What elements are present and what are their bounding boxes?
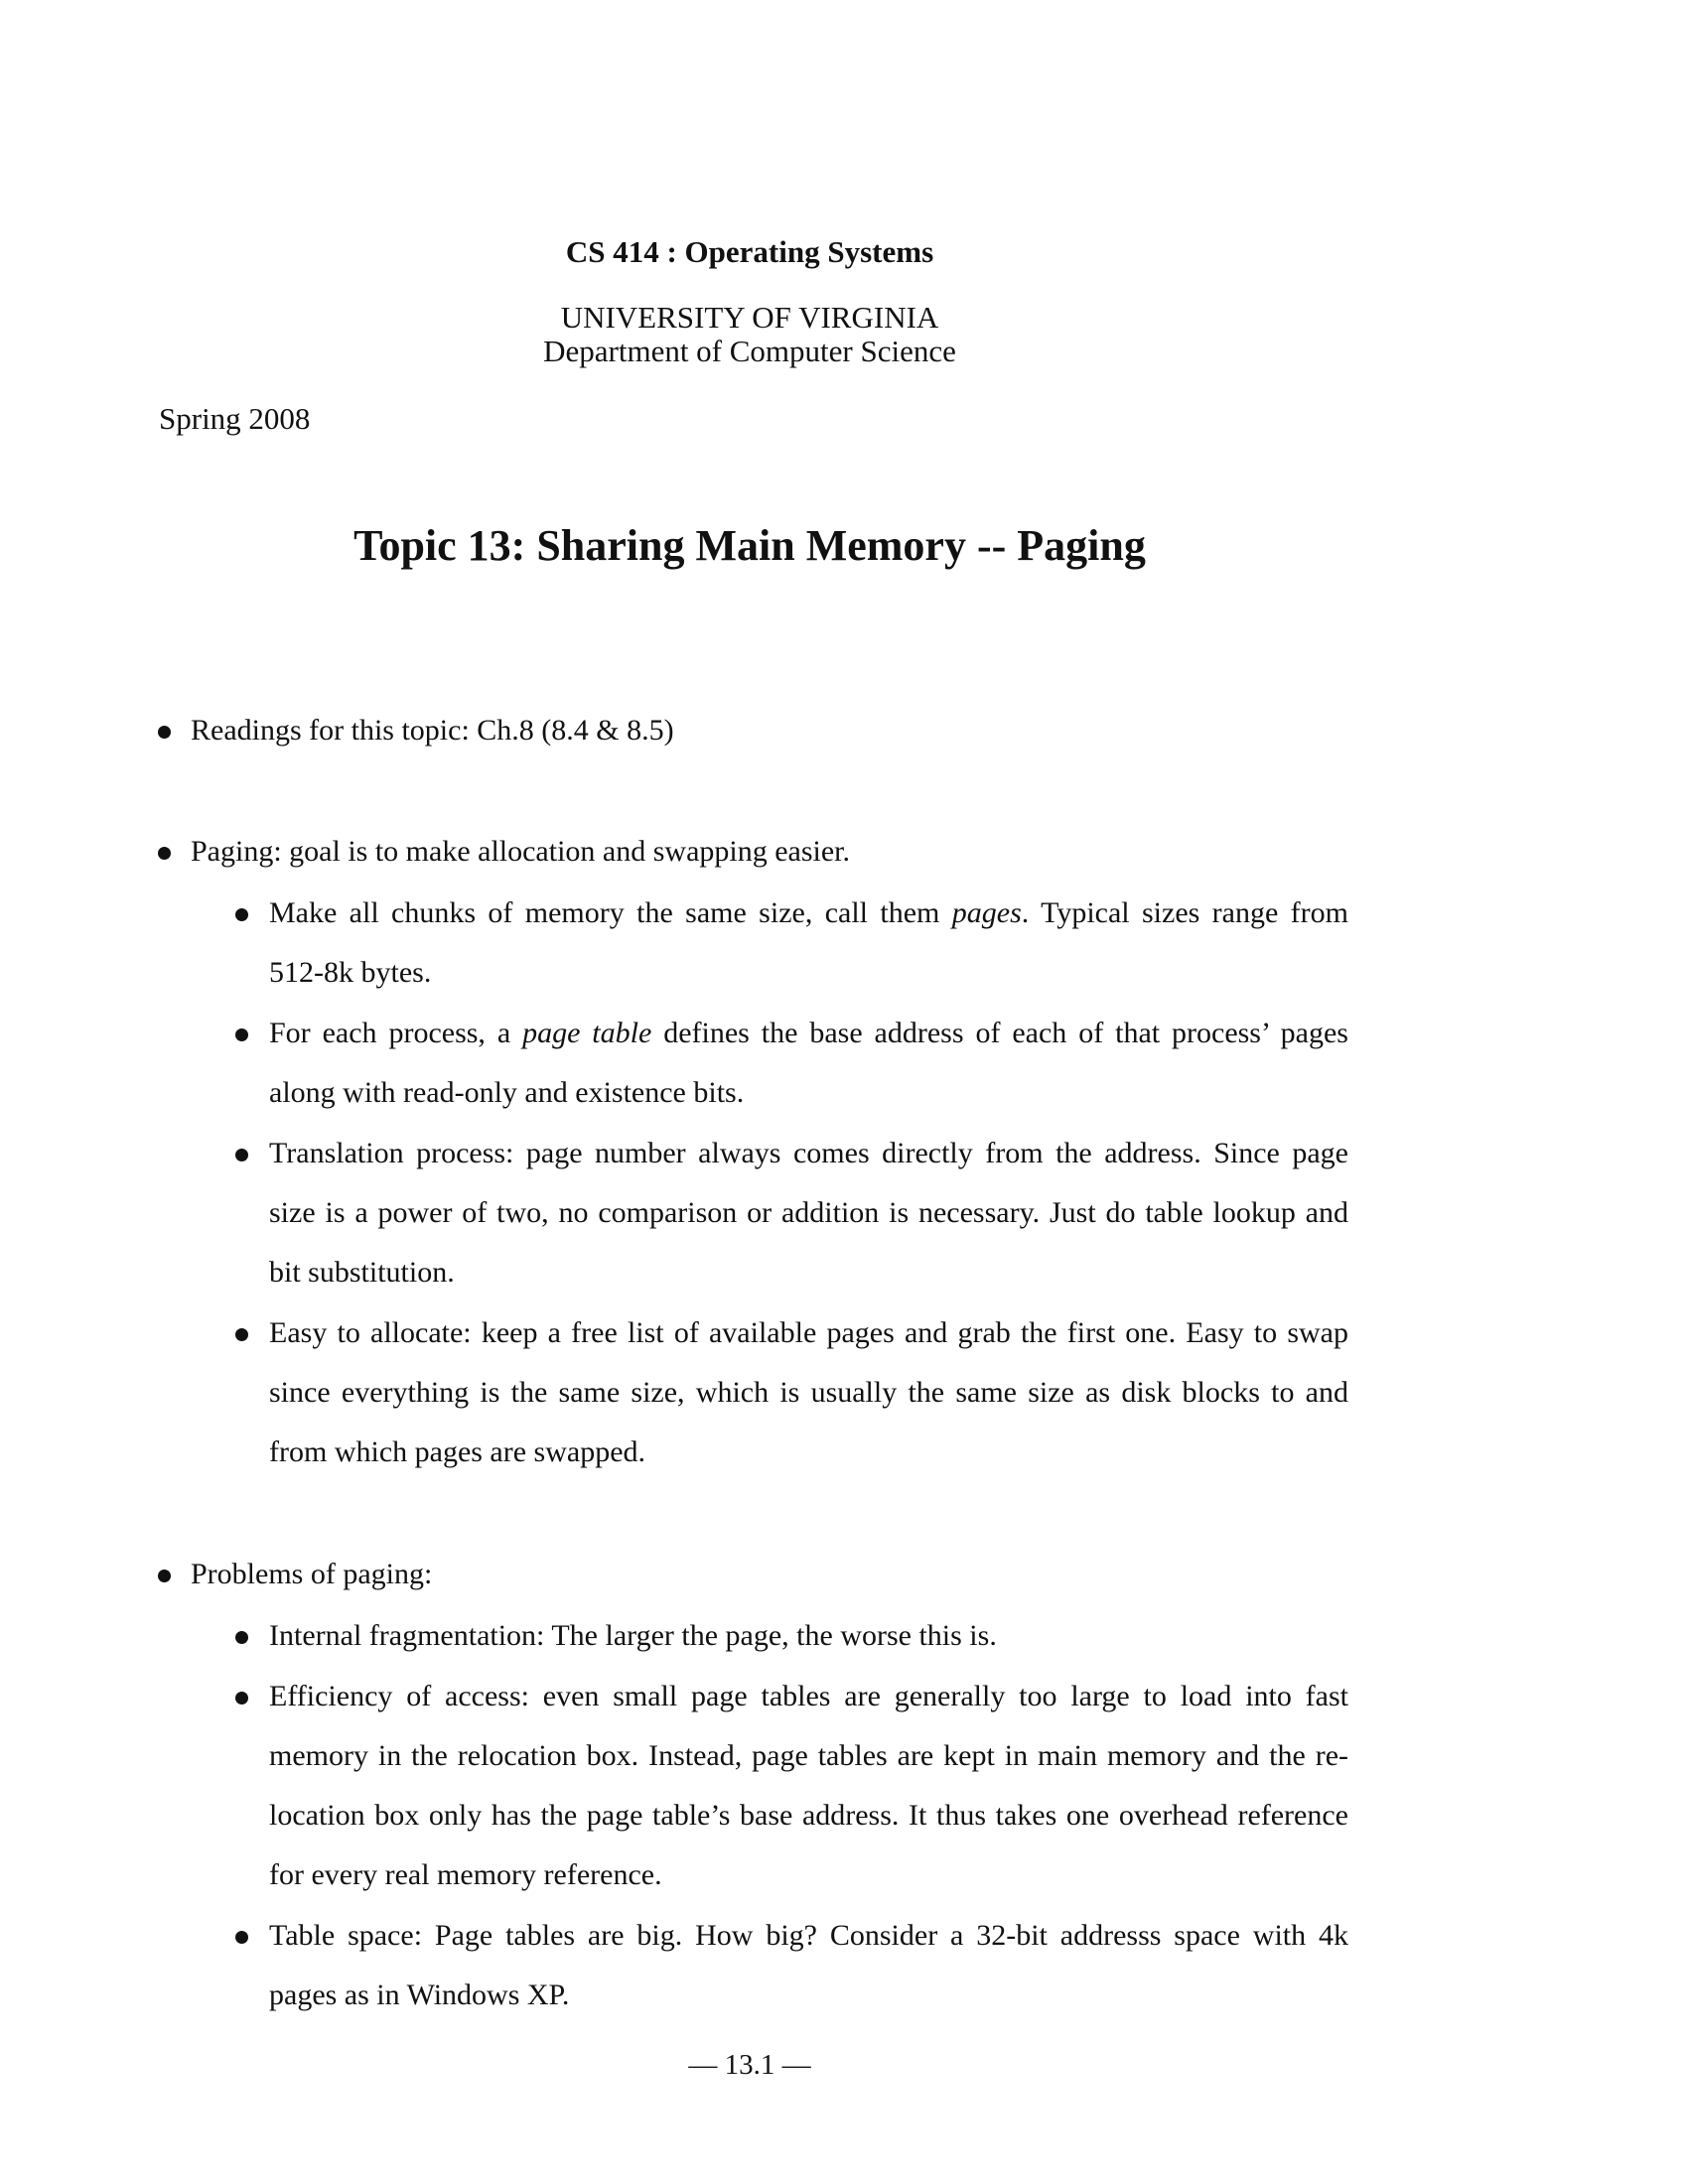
bullet-icon (235, 1931, 248, 1944)
paging-item-allocate: Easy to allocate: keep a free list of available pages and grab the first one. Easy to swap (269, 1316, 1348, 1349)
paging-item-pages: Make all chunks of memory the same size, call them pages. Typical sizes range from (269, 896, 1349, 929)
problems-item-efficiency: Efficiency of access: even small page tables are generally too large to load into fast (269, 1680, 1348, 1712)
pages-term: pages (951, 896, 1022, 929)
paging-item-allocate-end: from which pages are swapped. (269, 1435, 646, 1468)
page-title: Topic 13: Sharing Main Memory -- Paging (353, 521, 1146, 570)
readings-text: Readings for this topic: Ch.8 (8.4 & 8.5) (191, 714, 674, 747)
bullet-icon (235, 1328, 248, 1341)
problems-item-efficiency-cont2: location box only has the page table’s base address. It thus takes one overhead reference (269, 1799, 1348, 1832)
paging-item-pages-cont: 512-8k bytes. (269, 956, 432, 989)
term-label: Spring 2008 (159, 401, 311, 436)
bullet-icon (235, 1631, 248, 1644)
problems-item-table-space-end: pages as in Windows XP. (269, 1979, 570, 2011)
bullet-icon (158, 847, 171, 860)
paging-item-page-table-cont: along with read-only and existence bits. (269, 1076, 745, 1109)
paging-item-translation-end: bit substitution. (269, 1256, 455, 1289)
page-table-term: page table (522, 1017, 652, 1049)
paging-intro: Paging: goal is to make allocation and swapping easier. (191, 835, 851, 868)
problems-intro: Problems of paging: (191, 1558, 433, 1590)
department-name: Department of Computer Science (543, 334, 956, 368)
university-name: UNIVERSITY OF VIRGINIA (560, 300, 939, 335)
course-title: CS 414 : Operating Systems (565, 234, 934, 269)
page-number: — 13.1 — (688, 2049, 811, 2081)
paging-item-allocate-cont: since everything is the same size, which is usually the same size as disk blocks to and (269, 1376, 1348, 1409)
problems-item-fragmentation: Internal fragmentation: The larger the page, the worse this is. (269, 1619, 997, 1652)
bullet-icon (235, 1692, 248, 1705)
problems-item-table-space: Table space: Page tables are big. How big? Consider a 32-bit addresss space with 4k (269, 1919, 1348, 1952)
paging-item-page-table: For each process, a page table defines the base address of each of that process’ pages (269, 1017, 1348, 1049)
paging-item-translation: Translation process: page number always comes directly from the address. Since page (269, 1137, 1348, 1169)
paging-item-translation-cont: size is a power of two, no comparison or addition is necessary. Just do table lookup and (269, 1196, 1348, 1229)
bullet-icon (235, 1028, 248, 1041)
bullet-icon (235, 908, 248, 921)
bullet-icon (235, 1149, 248, 1161)
problems-item-efficiency-cont: memory in the relocation box. Instead, page tables are kept in main memory and the re- (269, 1739, 1348, 1772)
problems-item-efficiency-end: for every real memory reference. (269, 1858, 662, 1891)
bullet-icon (158, 726, 171, 739)
bullet-icon (158, 1570, 171, 1582)
